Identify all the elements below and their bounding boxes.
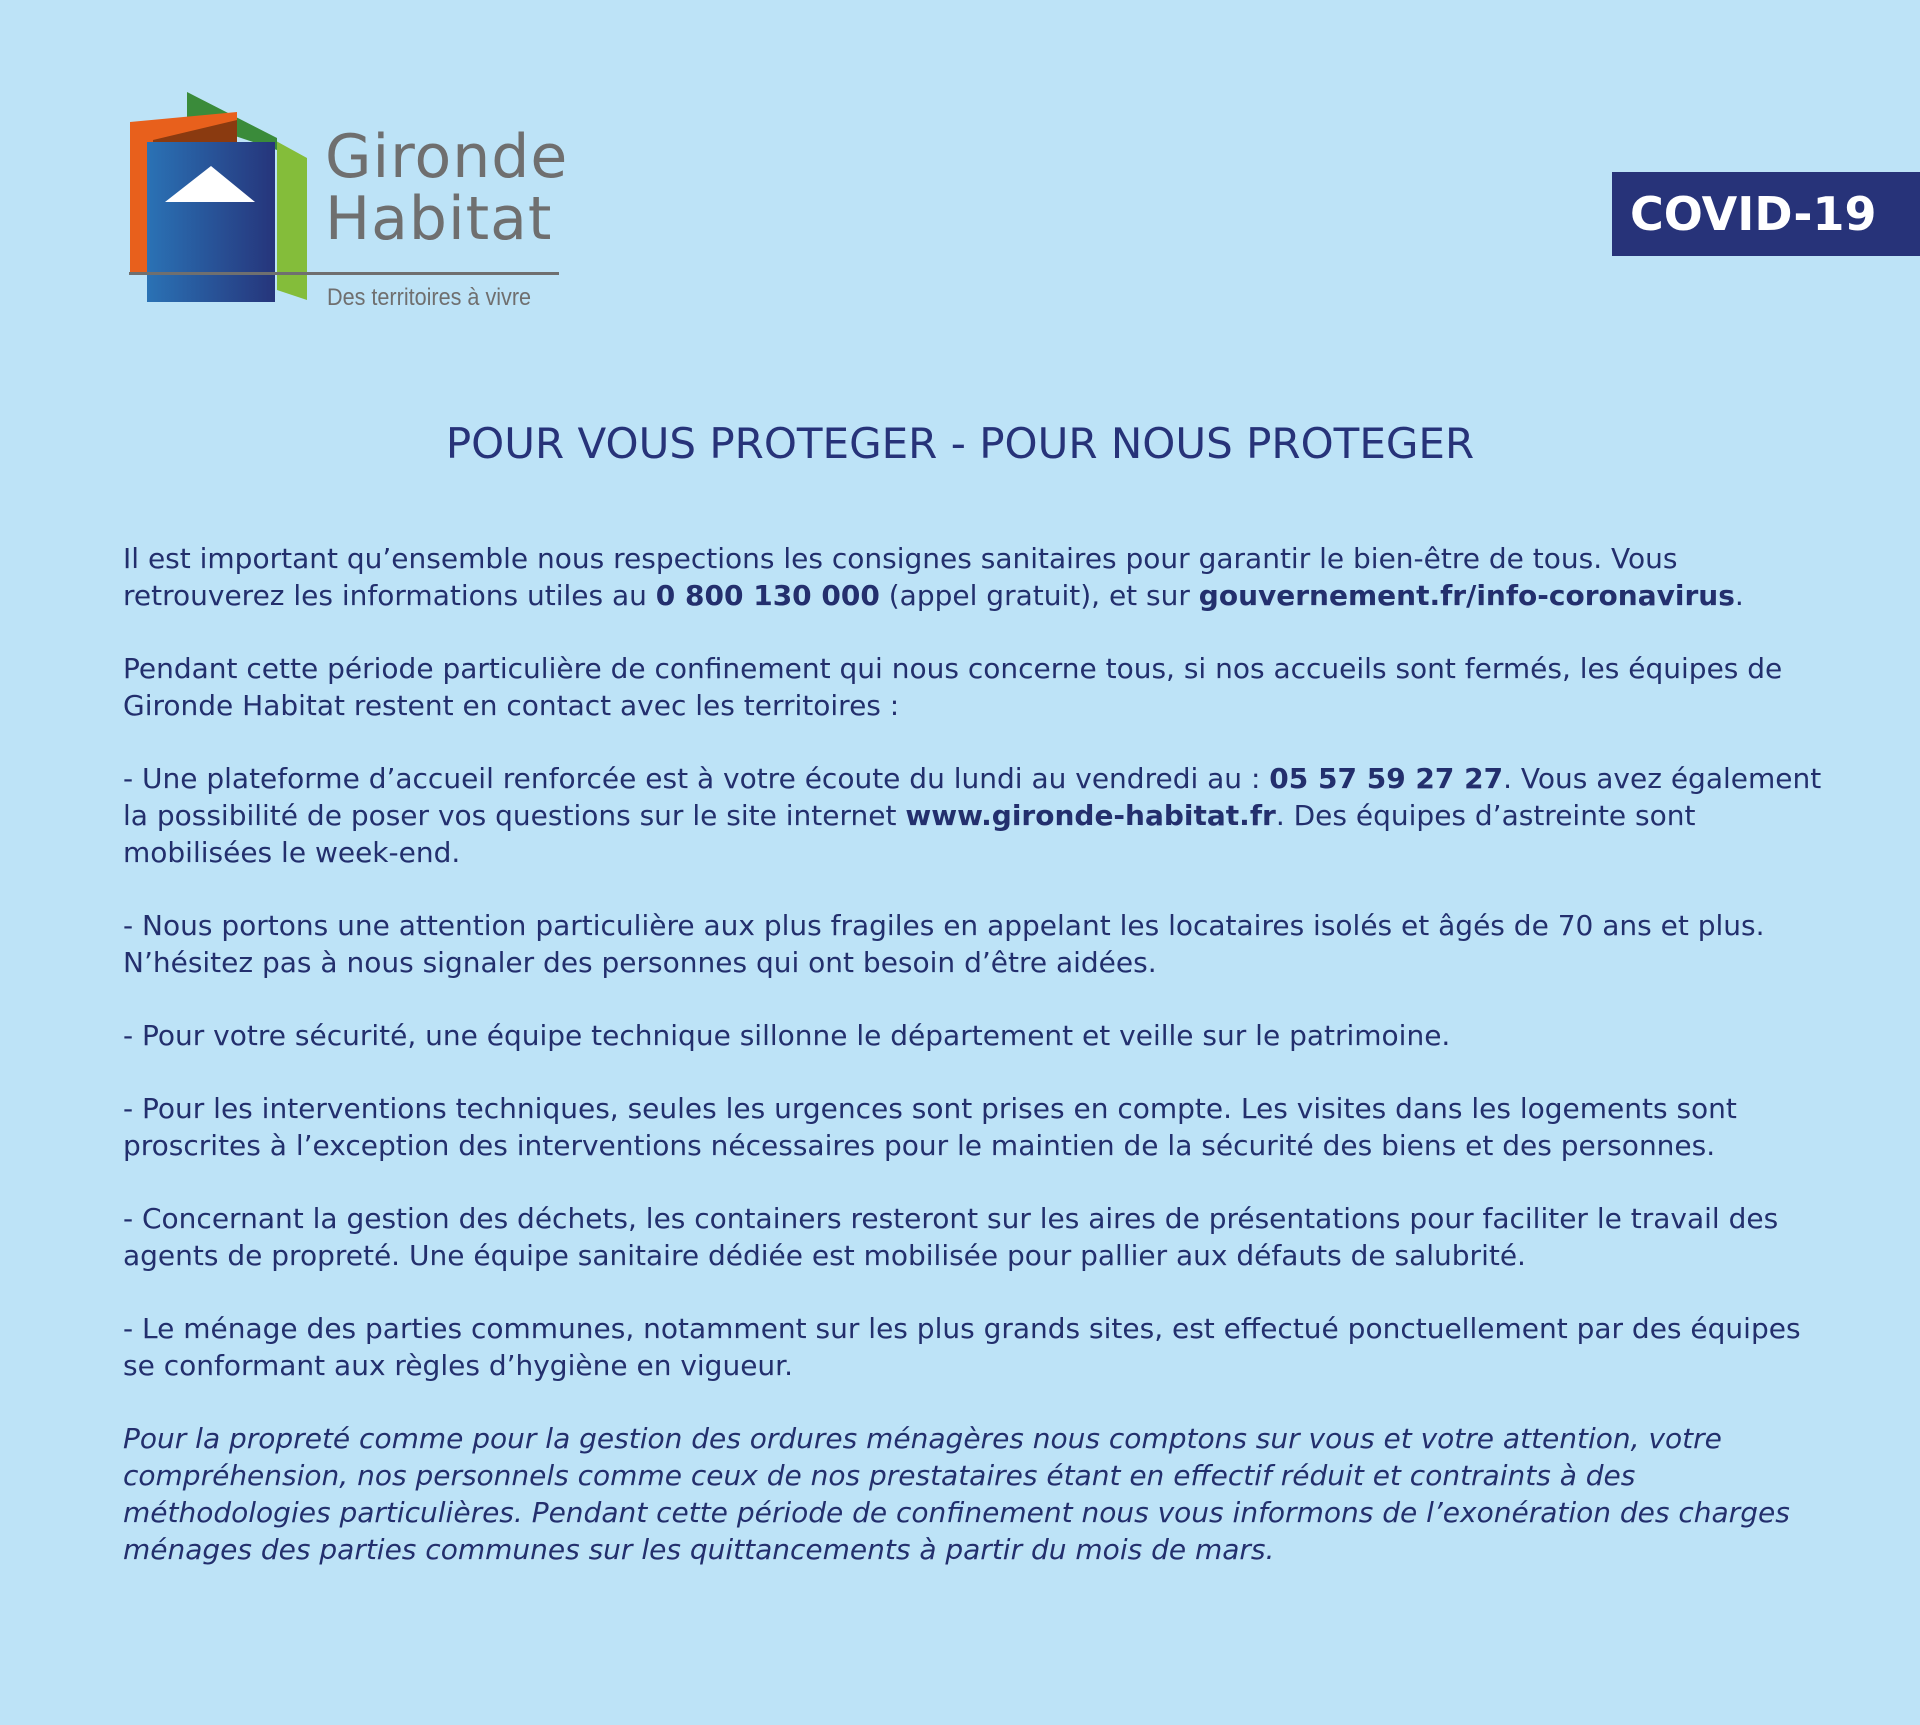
covid-badge: COVID-19: [1612, 172, 1920, 256]
logo-name-line1: Gironde: [325, 122, 569, 192]
gironde-habitat-site-link[interactable]: www.gironde-habitat.fr: [905, 799, 1276, 832]
paragraph-text: .: [1734, 579, 1744, 612]
paragraph-intro: [123, 540, 1833, 614]
paragraph-text: - Une plateforme d’accueil renforcée est à votre écoute du lundi au vendredi au :: [123, 762, 1270, 795]
paragraph-hotline: [123, 760, 1833, 871]
paragraph-text: . Des équipes d’astreinte sont mobilisées le week-end.: [123, 799, 1696, 869]
hotline-phone-number: 05 57 59 27 27: [1269, 762, 1504, 795]
free-phone-number: 0 800 130 000: [655, 579, 880, 612]
paragraph-common-areas-cleaning: - Le ménage des parties communes, notamment sur les plus grands sites, est effectué ponctuellement par des équipes se conformant aux règles d’hygiène en vigueur.: [123, 1312, 1801, 1382]
gironde-habitat-logo: [127, 90, 567, 320]
logo-brand-name: [325, 122, 569, 254]
paragraph-text: . Vous avez également la possibilité de poser vos questions sur le site internet: [123, 762, 1822, 832]
paragraph-confinement: Pendant cette période particulière de confinement qui nous concerne tous, si nos accueils sont fermés, les équipes de Gironde Habitat restent en contact avec les territoires :: [123, 652, 1783, 722]
paragraph-fragile-people: - Nous portons une attention particulière aux plus fragiles en appelant les locataires isolés et âgés de 70 ans et plus. N’hésitez pas à nous signaler des personnes qui ont besoin d’être aidées.: [123, 909, 1765, 979]
logo-tagline: Des territoires à vivre: [327, 284, 532, 311]
paragraph-text: (appel gratuit), et sur: [879, 579, 1199, 612]
paragraph-waste-management: - Concernant la gestion des déchets, les containers resteront sur les aires de présentations pour faciliter le travail des agents de propreté. Une équipe sanitaire dédiée est mobilisée pour pallier aux défauts de salubrité.: [123, 1202, 1779, 1272]
government-site-link[interactable]: gouvernement.fr/info-coronavirus: [1198, 579, 1735, 612]
paragraph-security: - Pour votre sécurité, une équipe technique sillonne le département et veille sur le patrimoine.: [123, 1019, 1451, 1052]
notice-body: [123, 540, 1833, 1568]
page-title: POUR VOUS PROTEGER - POUR NOUS PROTEGER: [445, 419, 1475, 468]
paragraph-technical-interventions: - Pour les interventions techniques, seules les urgences sont prises en compte. Les visites dans les logements sont proscrites à l’exception des interventions nécessaires pour le maintien de la sécurité des biens et des personnes.: [123, 1092, 1737, 1162]
logo-name-line2: Habitat: [325, 184, 553, 254]
paragraph-text: Il est important qu’ensemble nous respections les consignes sanitaires pour garantir le bien-être de tous. Vous retrouverez les informations utiles au: [123, 542, 1678, 612]
paragraph-closing-note: Pour la propreté comme pour la gestion des ordures ménagères nous comptons sur vous et votre attention, votre compréhension, nos personnels comme ceux de nos prestataires étant en effectif réduit et contraints à des méthodologies particulières. Pendant cette période de confinement nous vous informons de l’exonération des charges ménages des parties communes sur les quittancements à partir du mois de mars.: [123, 1422, 1790, 1566]
